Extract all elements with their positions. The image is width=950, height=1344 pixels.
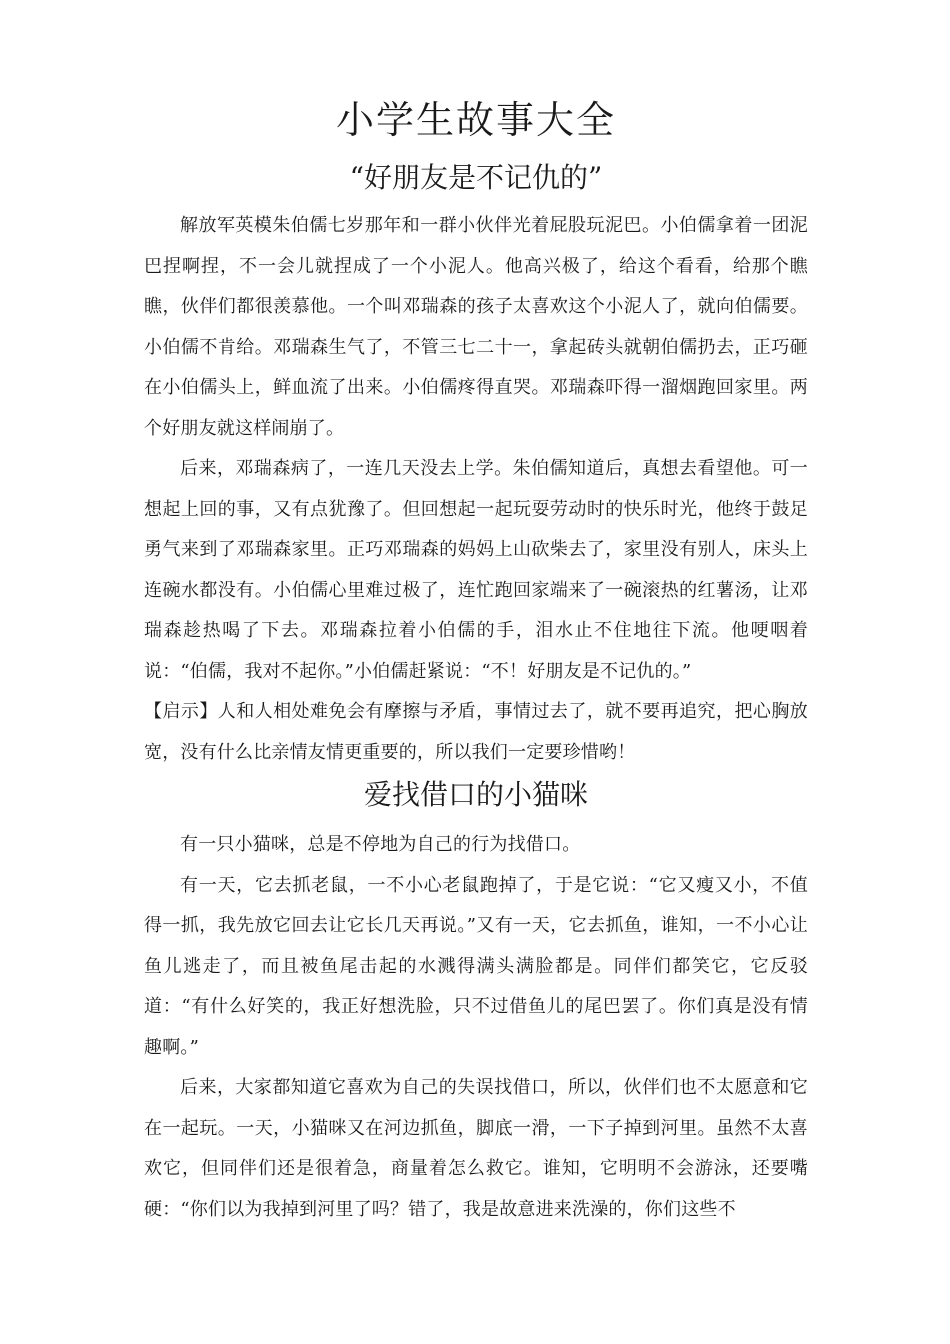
story-good-friends — [144, 156, 808, 773]
story-paragraph: 后来，大家都知道它喜欢为自己的失误找借口，所以，伙伴们也不太愿意和它在一起玩。一天，小猫咪又在河边抓鱼，脚底一滑，一下子掉到河里。虽然不太喜欢它，但同伴们还是很着急，商量着怎么救它。谁知，它明明不会游泳，还要嘴硬：“你们以为我掉到河里了吗？错了，我是故意进来洗澡的，你们这些不 — [144, 1077, 808, 1220]
story-paragraph: 有一天，它去抓老鼠，一不小心老鼠跑掉了，于是它说：“它又瘦又小，不值得一抓，我先放它回去让它长几天再说。”又有一天，它去抓鱼，谁知，一不小心让鱼儿逃走了，而且被鱼尾击起的水溅得满头满脸都是。同伴们都笑它，它反驳道：“有什么好笑的，我正好想洗脸，只不过借鱼儿的尾巴罢了。你们真是没有情趣啊。” — [144, 874, 808, 1058]
story-paragraph: 解放军英模朱伯儒七岁那年和一群小伙伴光着屁股玩泥巴。小伯儒拿着一团泥巴捏啊捏，不一会儿就捏成了一个小泥人。他高兴极了，给这个看看，给那个瞧瞧，伙伴们都很羡慕他。一个叫邓瑞森的孩子太喜欢这个小泥人了，就向伯儒要。小伯儒不肯给。邓瑞森生气了，不管三七二十一，拿起砖头就朝伯儒扔去，正巧砸在小伯儒头上，鲜血流了出来。小伯儒疼得直哭。邓瑞森吓得一溜烟跑回家里。两个好朋友就这样闹崩了。 — [144, 215, 808, 439]
story-paragraph: 后来，邓瑞森病了，一连几天没去上学。朱伯儒知道后，真想去看望他。可一想起上回的事，又有点犹豫了。但回想起一起玩耍劳动时的快乐时光，他终于鼓足勇气来到了邓瑞森家里。正巧邓瑞森的妈妈上山砍柴去了，家里没有别人，床头上连碗水都没有。小伯儒心里难过极了，连忙跑回家端来了一碗滚热的红薯汤，让邓瑞森趁热喝了下去。邓瑞森拉着小伯儒的手，泪水止不住地往下流。他哽咽着说：“伯儒，我对不起你。”小伯儒赶紧说：“不！好朋友是不记仇的。” — [144, 458, 808, 682]
story-moral: 【启示】人和人相处难免会有摩擦与矛盾，事情过去了，就不要再追究，把心胸放宽，没有什么比亲情友情更重要的，所以我们一定要珍惜哟！ — [144, 701, 808, 763]
story-title: 爱找借口的小猫咪 — [363, 778, 588, 811]
document-title: 小学生故事大全 — [335, 98, 616, 142]
document-page — [144, 92, 808, 1230]
story-excuse-kitten — [144, 773, 808, 1230]
story-paragraph: 有一只小猫咪，总是不停地为自己的行为找借口。 — [180, 834, 581, 855]
story-title: “好朋友是不记仇的” — [349, 161, 603, 194]
